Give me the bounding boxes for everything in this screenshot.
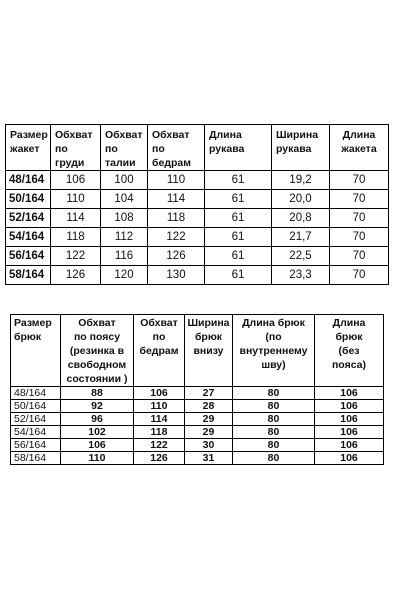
table-cell: 106 [315, 452, 384, 465]
pants-header-bottom-width: Ширина брюк внизу [185, 315, 233, 387]
pants-header-row [11, 315, 384, 387]
size-cell: 54/164 [11, 426, 61, 439]
table-cell: 61 [205, 247, 272, 266]
table-row [11, 400, 384, 413]
table-cell: 108 [101, 209, 148, 228]
table-cell: 114 [148, 190, 205, 209]
size-cell: 52/164 [6, 209, 51, 228]
table-cell: 27 [185, 387, 233, 400]
table-cell: 92 [61, 400, 134, 413]
table-row [6, 228, 389, 247]
table-row [11, 426, 384, 439]
table-cell: 130 [148, 266, 205, 285]
jacket-header-size: Размер жакет [6, 125, 51, 171]
table-cell: 80 [233, 413, 315, 426]
pants-header-inseam-length: Длина брюк (по внутреннему шву) [233, 315, 315, 387]
jacket-size-table [5, 124, 389, 285]
table-cell: 31 [185, 452, 233, 465]
jacket-header-chest: Обхват по груди [51, 125, 101, 171]
table-cell: 70 [330, 209, 389, 228]
size-cell: 56/164 [11, 439, 61, 452]
jacket-header-sleeve-width: Ширина рукава [272, 125, 330, 171]
table-cell: 61 [205, 228, 272, 247]
table-cell: 30 [185, 439, 233, 452]
table-cell: 106 [134, 387, 185, 400]
table-cell: 106 [315, 387, 384, 400]
table-cell: 122 [134, 439, 185, 452]
table-cell: 110 [134, 400, 185, 413]
size-cell: 56/164 [6, 247, 51, 266]
table-cell: 120 [101, 266, 148, 285]
size-cell: 50/164 [11, 400, 61, 413]
table-cell: 70 [330, 190, 389, 209]
table-cell: 114 [51, 209, 101, 228]
table-row [6, 171, 389, 190]
table-cell: 70 [330, 228, 389, 247]
table-cell: 29 [185, 426, 233, 439]
jacket-header-sleeve-length: Длина рукава [205, 125, 272, 171]
table-cell: 110 [148, 171, 205, 190]
table-cell: 19,2 [272, 171, 330, 190]
table-cell: 112 [101, 228, 148, 247]
table-cell: 102 [61, 426, 134, 439]
jacket-header-waist: Обхват по талии [101, 125, 148, 171]
table-cell: 96 [61, 413, 134, 426]
pants-size-table [10, 314, 384, 465]
table-row [6, 190, 389, 209]
table-cell: 70 [330, 247, 389, 266]
jacket-header-row [6, 125, 389, 171]
table-cell: 114 [134, 413, 185, 426]
table-row [11, 452, 384, 465]
size-cell: 52/164 [11, 413, 61, 426]
table-cell: 100 [101, 171, 148, 190]
table-cell: 80 [233, 400, 315, 413]
table-row [11, 413, 384, 426]
table-cell: 116 [101, 247, 148, 266]
table-cell: 106 [51, 171, 101, 190]
table-cell: 80 [233, 387, 315, 400]
table-cell: 21,7 [272, 228, 330, 247]
table-cell: 106 [315, 400, 384, 413]
table-cell: 88 [61, 387, 134, 400]
pants-header-hips: Обхват по бедрам [134, 315, 185, 387]
table-cell: 106 [315, 426, 384, 439]
table-cell: 104 [101, 190, 148, 209]
table-cell: 22,5 [272, 247, 330, 266]
table-cell: 118 [148, 209, 205, 228]
table-row [11, 439, 384, 452]
table-cell: 80 [233, 439, 315, 452]
table-cell: 61 [205, 209, 272, 228]
table-row [11, 387, 384, 400]
table-cell: 70 [330, 266, 389, 285]
jacket-header-hips: Обхват по бедрам [148, 125, 205, 171]
table-cell: 61 [205, 190, 272, 209]
table-cell: 20,8 [272, 209, 330, 228]
size-cell: 48/164 [6, 171, 51, 190]
table-cell: 29 [185, 413, 233, 426]
pants-header-size: Размер брюк [11, 315, 61, 387]
size-cell: 58/164 [11, 452, 61, 465]
size-cell: 54/164 [6, 228, 51, 247]
table-cell: 110 [51, 190, 101, 209]
table-row [6, 209, 389, 228]
table-cell: 126 [134, 452, 185, 465]
table-cell: 106 [315, 439, 384, 452]
pants-header-length-no-belt: Длина брюк (без пояса) [315, 315, 384, 387]
table-cell: 118 [51, 228, 101, 247]
jacket-header-jacket-length: Длина жакета [330, 125, 389, 171]
table-cell: 80 [233, 452, 315, 465]
table-cell: 110 [61, 452, 134, 465]
size-cell: 58/164 [6, 266, 51, 285]
table-cell: 118 [134, 426, 185, 439]
table-cell: 28 [185, 400, 233, 413]
table-cell: 20,0 [272, 190, 330, 209]
table-cell: 70 [330, 171, 389, 190]
table-row [6, 266, 389, 285]
table-cell: 126 [51, 266, 101, 285]
size-cell: 48/164 [11, 387, 61, 400]
table-cell: 23,3 [272, 266, 330, 285]
pants-header-waist: Обхват по поясу (резинка в свободном состоянии ) [61, 315, 134, 387]
table-cell: 106 [315, 413, 384, 426]
table-row [6, 247, 389, 266]
size-cell: 50/164 [6, 190, 51, 209]
table-cell: 61 [205, 266, 272, 285]
table-cell: 61 [205, 171, 272, 190]
table-cell: 106 [61, 439, 134, 452]
table-cell: 122 [51, 247, 101, 266]
table-cell: 126 [148, 247, 205, 266]
table-cell: 122 [148, 228, 205, 247]
table-cell: 80 [233, 426, 315, 439]
